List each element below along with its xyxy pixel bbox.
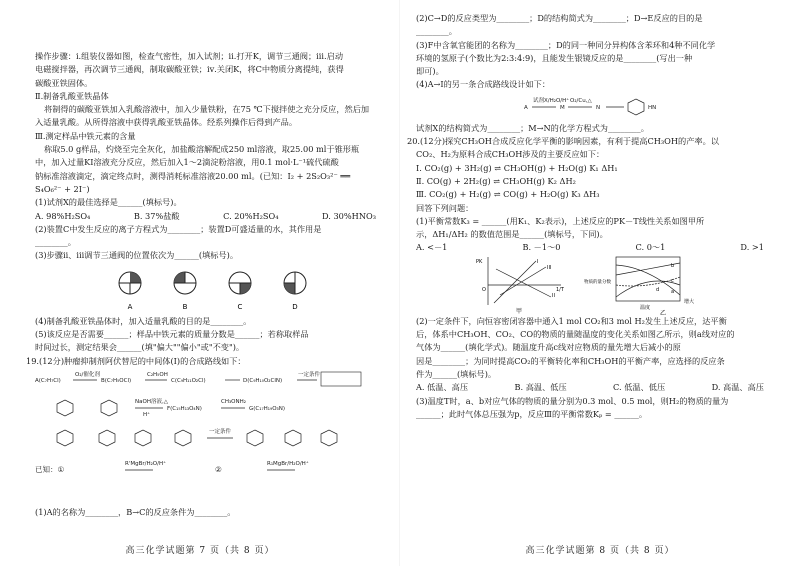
- benzene-ring: [247, 430, 263, 446]
- question-1: (1)试剂X的最佳选择是______(填标号)。: [35, 197, 182, 208]
- benzene-ring: [101, 400, 117, 416]
- benzene-ring: [99, 430, 115, 446]
- reagent: NaOH溶液,△: [135, 398, 168, 405]
- text-line: ______；此时气体总压强为p，反应Ⅲ的平衡常数Kₚ = ______。: [416, 408, 648, 419]
- question-20-1-options: [416, 241, 774, 254]
- compound-a: A(C₇H₇Cl): [35, 377, 61, 384]
- question-20-1: (1)平衡常数K₃ = ______(用K₁、K₂表示)，上述反应的PK－T线性关系如图甲所: [416, 215, 705, 226]
- question-19-1: (1)A的名称为________，B→C的反应条件为________。: [35, 506, 236, 517]
- text-line: 将制得的碳酸亚铁加入乳酸溶液中，加入少量铁粉，在75 ℃下搅拌使之充分反应，然后加: [44, 104, 370, 115]
- question-20-2-options: [416, 381, 774, 394]
- question-2: (2)装置C中发生反应的离子方程式为________；装置D可盛适量的水，其作用是: [35, 223, 322, 234]
- question-19: 19.(12分)肿瘤抑制剂阿伏替尼的中间体(I)的合成路线如下：: [26, 355, 246, 366]
- reagent: H⁺: [143, 411, 151, 418]
- reagent: 试剂X/H₂O/H⁺: [533, 97, 570, 104]
- alternate-route: [416, 92, 756, 122]
- text-line: 称取5.0 g样品，灼烧至完全灰化，加盐酸溶解配成250 ml溶液，取25.00 ml于锥形瓶: [44, 144, 360, 155]
- reagent: R'MgBr/H₂O/H⁺: [125, 460, 167, 467]
- option-d: D. 高温、高压: [711, 382, 764, 393]
- text-line: 操作步骤：ⅰ.组装仪器如图，检查气密性，加入试剂；ⅱ.打开K，调节三通阀；ⅲ.启动: [35, 51, 344, 61]
- question-4: (4)A→I的另一条合成路线设计如下：: [416, 79, 551, 90]
- valve-label: C: [237, 302, 243, 311]
- structure-e: [321, 372, 361, 386]
- question-20-2: (2)一定条件下，向恒容密闭容器中通入1 mol CO₂和3 mol H₂发生上述反应，达平衡: [416, 315, 727, 326]
- question-20: 20.(12分)探究CH₃OH合成反应化学平衡的影响因素，有利于提高CH₃OH的产率。以: [407, 136, 719, 147]
- question-3: (3)F中含氧官能团的名称为________；D的同一种同分异构体含苯环和4种不同化学: [416, 39, 716, 50]
- option-b: B. －1～0: [522, 242, 561, 253]
- question-20-3: (3)温度T时，a、b对应气体的物质的量分别为0.3 mol、0.5 mol，则H₂的物质的量为: [416, 395, 729, 406]
- option-a: A. <－1: [416, 242, 448, 253]
- option-b: B. 37%盐酸: [133, 210, 180, 221]
- known-label: ②: [215, 464, 222, 474]
- curve-label: d: [656, 286, 660, 293]
- known-label: 已知：①: [35, 464, 65, 474]
- text-line: 后，体系中CH₃OH、CO₂、CO的物质的量随温度的变化关系如图乙所示，则a线对应的: [416, 329, 735, 340]
- valve-a: [119, 272, 141, 294]
- axis-label: 增大: [684, 298, 695, 305]
- valve-b: [174, 272, 196, 294]
- route-compound: M: [560, 104, 565, 111]
- option-c: C. 0～1: [635, 242, 666, 253]
- question-5: (5)该反应是否需要______；样品中铁元素的质量分数是______；若称取样品: [35, 329, 309, 340]
- compound-b: B(C₇H₅OCl): [101, 377, 132, 384]
- valve-d: [284, 272, 306, 294]
- graph-b: [584, 257, 694, 315]
- benzene-ring: [285, 430, 301, 446]
- line-label: I: [537, 258, 539, 265]
- section-heading: Ⅱ.制备乳酸亚铁晶体: [35, 90, 109, 101]
- reagent: C₂H₅OH: [147, 371, 168, 378]
- text-line: 气体为______(填化学式)。随温度升高c线对应物质的量先增大后减小的原: [416, 342, 681, 353]
- text-line: S₄O₆²⁻ + 2I⁻): [35, 183, 90, 194]
- route-compound: A: [524, 104, 528, 111]
- reaction-i: Ⅰ. CO₂(g) + 3H₂(g) ⇌ CH₃OH(g) + H₂O(g) K₁ ΔH₁: [416, 162, 618, 173]
- line-label: II: [552, 292, 555, 299]
- reagent: 一定条件: [298, 371, 321, 378]
- question-1-options: [35, 210, 386, 223]
- text-line: 中，加入过量KI溶液充分反应，然后加入1～2滴淀粉溶液，用0.1 mol·L⁻¹硫代硫酸: [35, 157, 339, 168]
- option-b: B. 高温、低压: [514, 382, 567, 393]
- text-line: 时间过长，测定结果会______(填"偏大""偏小"或"不变")。: [35, 342, 245, 353]
- option-a: A. 低温、高压: [416, 382, 469, 393]
- question-3: (3)步骤ⅱ、ⅲ调节三通阀的位置依次为______(填标号)。: [35, 250, 239, 261]
- axis-label: 1/T: [556, 286, 564, 293]
- line-label: III: [547, 264, 552, 271]
- text-line: 碳酸亚铁固体。: [35, 77, 93, 88]
- benzene-ring: [57, 430, 73, 446]
- page-footer: 高三化学试题第 8 页（共 8 页）: [525, 546, 675, 556]
- option-c: C. 低温、低压: [613, 382, 666, 393]
- text-line: 即可)。: [416, 66, 444, 77]
- page-8: [400, 0, 800, 566]
- compound-f: F(C₁₅H₁₃O₄N): [167, 405, 202, 412]
- curve-label: a: [671, 288, 675, 295]
- graphs: [416, 255, 756, 315]
- reagent: O₂/Cu,△: [570, 97, 592, 104]
- text-line: 示，ΔH₁/ΔH₂ 的数值范围是______(填标号，下同)。: [416, 229, 608, 240]
- route-compound: HN: [648, 104, 657, 111]
- piperidine-ring: [628, 99, 644, 115]
- option-d: D. 30%HNO₃: [322, 210, 376, 221]
- graph-caption: 乙: [660, 309, 667, 315]
- graph-a: [476, 257, 565, 315]
- benzene-ring: [175, 430, 191, 446]
- curve-label: b: [671, 262, 675, 269]
- reagent: 一定条件: [209, 428, 232, 435]
- curve-label: c: [671, 277, 674, 284]
- valve-label: D: [292, 302, 298, 311]
- text-line: 件为______(填标号)。: [416, 368, 497, 379]
- text-line: 试剂X的结构简式为________；M→N的化学方程式为________。: [416, 122, 649, 133]
- text-line: 钠标准溶液滴定，滴定终点时，测得消耗标准溶液20.00 ml。(已知：I₂ + 2S₂O₃²⁻ ══: [35, 170, 351, 181]
- route-compound: N: [596, 104, 601, 111]
- reaction-ii: Ⅱ. CO(g) + 2H₂(g) ⇌ CH₃OH(g) K₂ ΔH₂: [416, 175, 576, 186]
- axis-label: 物质的量分数: [584, 279, 611, 285]
- compound-g: G(C₁₇H₁₉O₃N): [249, 405, 285, 412]
- text-line: 环境的氢原子(个数比为2:3:4:9)，且能发生银镜反应的是________(写出一种: [416, 52, 693, 63]
- compound-d: D(C₉H₁₀O₂ClN): [243, 377, 283, 384]
- option-d: D. >1: [740, 242, 764, 253]
- experiment-steps: [35, 50, 386, 210]
- reaction-iii: Ⅲ. CO₂(g) + H₂(g) ⇌ CO(g) + H₂O(g) K₃ ΔH₃: [416, 189, 600, 200]
- valve-label: B: [182, 302, 188, 311]
- section-heading: Ⅲ.测定样品中铁元素的含量: [35, 130, 136, 141]
- text-line: 电磁搅拌器，再次调节三通阀，制取碳酸亚铁；ⅳ.关闭K，将C中物质分离提纯，获得: [35, 64, 344, 75]
- graph-caption: 甲: [516, 307, 523, 315]
- option-c: C. 20%H₂SO₄: [223, 210, 279, 221]
- text-line: CO₂、H₂为原料合成CH₃OH涉及的主要反应如下：: [416, 149, 605, 160]
- reagent: R₁MgBr/H₂O/H⁺: [267, 460, 309, 467]
- synthesis-scheme: [35, 368, 390, 506]
- option-a: A. 98%H₂SO₄: [35, 210, 91, 221]
- question-4: (4)制备乳酸亚铁晶体时，加入适量乳酸的目的是________。: [35, 315, 252, 326]
- reagent: O₂/催化剂: [75, 371, 100, 378]
- valve-c: [229, 272, 251, 294]
- benzene-ring: [135, 430, 151, 446]
- valve-diagram: [35, 263, 365, 315]
- text-line: 入适量乳酸。从所得溶液中获得乳酸亚铁晶体。经系列操作后得到产品。: [35, 117, 298, 128]
- question-2: (2)C→D的反应类型为________；D的结构简式为________；D→E反应的目的是: [416, 13, 703, 23]
- reagent: CH₃ONH₂: [221, 398, 246, 405]
- axis-label: 温度: [640, 304, 651, 311]
- text-line: 回答下列问题：: [416, 202, 474, 213]
- compound-c: C(C₉H₁₁O₂Cl): [171, 377, 206, 384]
- text-line: ________。: [35, 237, 76, 248]
- text-line: ________。: [416, 26, 457, 37]
- benzene-ring: [321, 430, 337, 446]
- benzene-ring: [57, 400, 73, 416]
- text-line: 因是________；为同时提高CO₂的平衡转化率和CH₃OH的平衡产率，应选择的反应条: [416, 355, 725, 366]
- valve-label: A: [127, 302, 133, 311]
- page-footer: 高三化学试题第 7 页（共 8 页）: [125, 546, 275, 556]
- line-i: [494, 258, 539, 303]
- axis-label: O: [482, 286, 486, 293]
- axis-label: PK: [476, 258, 483, 265]
